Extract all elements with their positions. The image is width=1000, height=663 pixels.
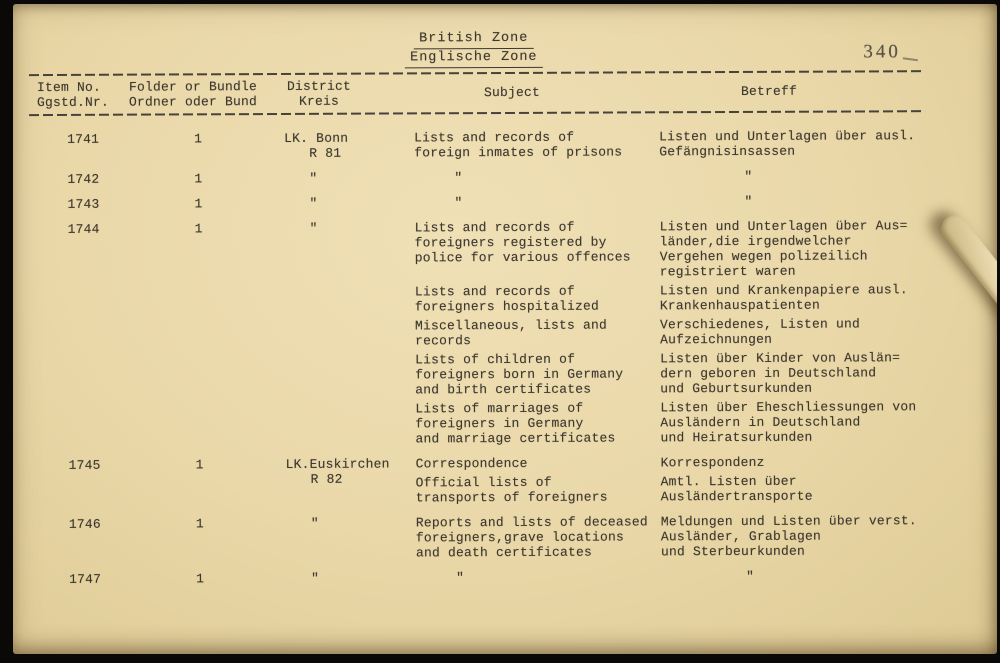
item-no: 1741 — [67, 131, 100, 147]
table-row — [31, 568, 976, 587]
subject-block — [415, 283, 660, 314]
item-no-cell — [30, 222, 131, 448]
ditto-mark: " — [454, 195, 463, 211]
ditto-mark: " — [746, 568, 755, 584]
subject-line: Lists and records of — [414, 129, 575, 146]
ditto-mark: " — [744, 193, 753, 209]
betreff-line: Verschiedenes, Listen und — [659, 316, 861, 333]
header-subject-label: Subject — [483, 84, 541, 101]
district-cell — [284, 130, 414, 161]
folder-cell — [129, 196, 284, 212]
subject-block — [415, 351, 660, 397]
ditto-mark: " — [309, 195, 318, 211]
entry-row — [415, 218, 975, 280]
betreff-block — [660, 218, 975, 279]
entries-cell — [416, 513, 976, 560]
district-cell — [285, 220, 416, 447]
betreff-line: Ausländertransporte — [660, 488, 813, 505]
scanned-page — [13, 4, 997, 654]
entries-cell — [414, 128, 974, 160]
table-row — [31, 513, 976, 562]
folder-no: 1 — [196, 571, 205, 587]
folder-no: 1 — [194, 221, 203, 237]
header-folder — [129, 79, 284, 110]
betreff-line: Listen und Krankenpapiere ausl. — [659, 282, 908, 299]
table-row — [29, 168, 974, 187]
betreff-line: Listen und Unterlagen über Aus= — [659, 218, 908, 235]
zone-title-german: Englische Zone — [405, 50, 542, 69]
folder-cell — [131, 457, 286, 507]
betreff-line: Listen über Eheschliessungen von — [660, 399, 917, 416]
item-no: 1747 — [69, 571, 102, 587]
entries-cell — [414, 193, 974, 210]
header-item-no-de: Ggstd.Nr. — [36, 94, 110, 111]
subject-block — [416, 474, 661, 505]
entry-row — [415, 282, 975, 314]
ditto-mark: " — [309, 170, 318, 186]
ditto-mark: " — [744, 168, 753, 184]
subject-block — [415, 317, 660, 348]
dashed-rule-top — [29, 70, 925, 76]
betreff-line: Meldungen und Listen über verst. — [660, 513, 917, 530]
betreff-line: Listen über Kinder von Auslän= — [660, 350, 901, 367]
betreff-block — [660, 399, 975, 445]
betreff-block — [660, 316, 975, 347]
subject-line: records — [415, 333, 472, 349]
subject-block — [416, 569, 661, 585]
subject-block — [414, 129, 659, 160]
dashed-rule-under-headers — [29, 110, 925, 116]
betreff-block — [659, 168, 974, 184]
folder-cell — [130, 221, 286, 448]
item-no-cell — [29, 197, 129, 212]
title-line-de — [13, 47, 936, 70]
item-no: 1745 — [68, 457, 101, 473]
folder-cell — [129, 131, 284, 162]
page-number: 340 — [863, 41, 901, 63]
subject-line: Lists and records of — [414, 219, 575, 236]
folder-cell — [131, 516, 286, 562]
betreff-block — [661, 473, 976, 504]
entries-cell — [416, 454, 976, 505]
subject-line: foreign inmates of prisons — [414, 144, 623, 161]
betreff-line: Korrespondenz — [660, 454, 765, 471]
table-header-row — [29, 76, 959, 110]
subject-block — [415, 219, 660, 280]
item-no: 1746 — [68, 516, 101, 532]
subject-line: Reports and lists of deceased — [415, 514, 648, 531]
item-no: 1744 — [67, 221, 100, 237]
district-cell — [286, 570, 416, 586]
table-row — [29, 128, 974, 162]
header-item-no-en: Item No. — [36, 79, 101, 96]
zone-title-block — [13, 28, 936, 70]
folder-cell — [129, 171, 284, 187]
betreff-line: Vergehen wegen polizeilich — [659, 248, 868, 265]
subject-line: Official lists of — [415, 474, 552, 491]
header-district — [284, 78, 414, 109]
betreff-line: Aufzeichnungen — [660, 331, 773, 348]
entry-row — [416, 454, 976, 471]
entry-row — [414, 128, 974, 160]
betreff-block — [660, 350, 975, 396]
betreff-line: und Heiratsurkunden — [660, 429, 813, 446]
betreff-line: Ausländer, Grablagen — [660, 528, 821, 545]
district-cell — [286, 456, 416, 506]
folder-no: 1 — [195, 516, 204, 532]
entry-row — [415, 350, 975, 397]
item-no: 1742 — [67, 171, 100, 187]
subject-line: foreigners,grave locations — [415, 529, 624, 546]
subject-line: Lists of marriages of — [415, 400, 584, 417]
header-betreff — [659, 76, 959, 107]
item-no-cell — [31, 517, 131, 562]
district-cell — [284, 195, 414, 211]
zone-title-english: British Zone — [414, 31, 533, 50]
betreff-line: Gefängnisinsassen — [659, 143, 796, 160]
subject-line: transports of foreigners — [415, 489, 608, 506]
item-no-cell — [31, 572, 131, 587]
subject-block — [414, 169, 659, 185]
district-line: LK. Bonn — [284, 130, 349, 146]
folder-no: 1 — [195, 457, 204, 473]
subject-block — [414, 194, 659, 210]
entry-row — [416, 568, 976, 585]
district-cell — [284, 170, 414, 186]
header-district-de: Kreis — [298, 93, 340, 109]
ditto-mark: " — [456, 570, 465, 586]
table-row — [30, 218, 976, 448]
ditto-mark: " — [454, 170, 463, 186]
typed-content — [13, 4, 997, 654]
subject-block — [416, 514, 661, 560]
entry-row — [415, 316, 975, 348]
betreff-line: Amtl. Listen über — [660, 473, 797, 490]
ditto-mark: " — [310, 515, 319, 531]
subject-line: Correspondence — [415, 455, 528, 472]
betreff-line: Krankenhauspatienten — [659, 297, 820, 314]
folder-no: 1 — [194, 171, 203, 187]
betreff-line: Ausländern in Deutschland — [660, 414, 861, 431]
subject-line: and death certificates — [415, 544, 593, 561]
betreff-block — [661, 454, 976, 470]
item-no-cell — [31, 458, 131, 507]
header-district-en: District — [286, 78, 351, 94]
betreff-line: dern geboren in Deutschland — [660, 365, 877, 382]
subject-line: and birth certificates — [415, 381, 592, 398]
subject-line: Miscellaneous, lists and — [414, 317, 608, 334]
entries-cell — [414, 168, 974, 185]
table-row — [31, 454, 976, 507]
subject-line: foreigners registered by — [414, 234, 607, 251]
table-row — [29, 193, 974, 212]
entry-row — [414, 193, 974, 210]
district-line: R 81 — [309, 145, 342, 161]
subject-line: police for various offences — [414, 249, 631, 266]
district-line: R 82 — [310, 471, 343, 487]
betreff-block — [659, 128, 974, 159]
entries-cell — [416, 568, 976, 585]
folder-no: 1 — [194, 131, 203, 147]
item-no-cell — [29, 132, 129, 162]
header-betreff-label: Betreff — [740, 83, 798, 99]
header-folder-en: Folder or Bundle — [128, 79, 258, 95]
district-line: LK.Euskirchen — [285, 456, 390, 472]
subject-line: foreigners in Germany — [415, 415, 584, 432]
betreff-block — [659, 193, 974, 209]
betreff-line: und Geburtsurkunden — [660, 380, 813, 397]
betreff-line: länder,die irgendwelcher — [659, 233, 852, 250]
betreff-line: registriert waren — [659, 263, 796, 280]
betreff-block — [661, 568, 976, 584]
subject-block — [416, 455, 661, 471]
header-item-no — [29, 80, 129, 110]
subject-block — [415, 400, 660, 446]
subject-line: Lists and records of — [414, 283, 575, 300]
district-cell — [286, 515, 416, 561]
table-body — [29, 128, 976, 597]
folder-cell — [131, 571, 286, 587]
betreff-block — [661, 513, 976, 559]
entries-cell — [415, 218, 976, 446]
header-subject — [414, 77, 659, 108]
betreff-line: und Sterbeurkunden — [660, 543, 806, 560]
subject-line: Lists of children of — [415, 351, 576, 368]
ditto-mark: " — [309, 220, 318, 236]
betreff-block — [660, 282, 975, 313]
subject-line: foreigners hospitalized — [414, 298, 599, 315]
folder-no: 1 — [194, 196, 203, 212]
item-no: 1743 — [67, 196, 100, 212]
subject-line: and marriage certificates — [415, 430, 616, 447]
subject-line: foreigners born in Germany — [415, 366, 624, 383]
item-no-cell — [29, 172, 129, 187]
betreff-line: Listen und Unterlagen über ausl. — [659, 128, 916, 145]
entry-row — [416, 473, 976, 505]
header-folder-de: Ordner oder Bund — [128, 94, 258, 110]
entry-row — [414, 168, 974, 185]
ditto-mark: " — [311, 570, 320, 586]
entry-row — [415, 399, 975, 446]
entry-row — [416, 513, 976, 560]
